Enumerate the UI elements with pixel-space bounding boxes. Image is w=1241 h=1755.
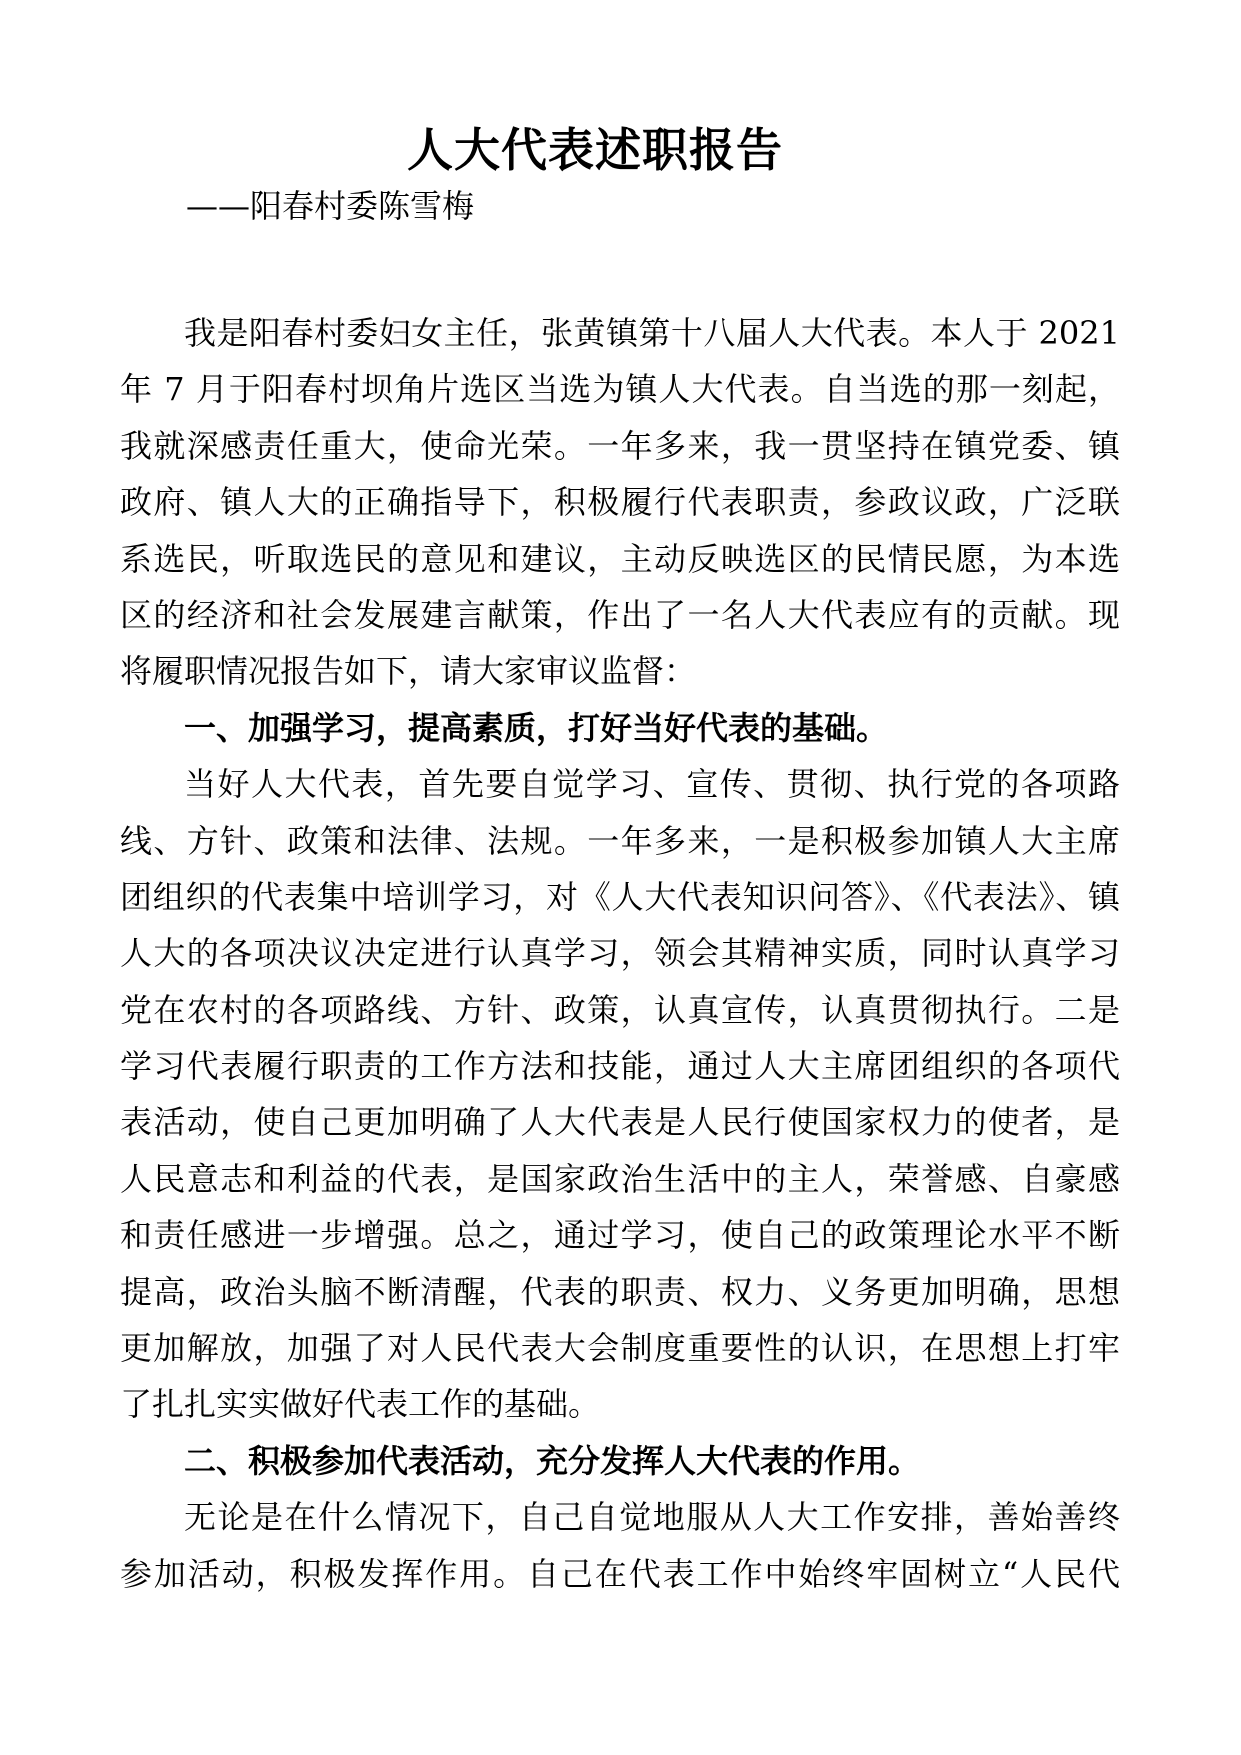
document-subtitle: ——阳春村委陈雪梅 bbox=[186, 187, 475, 225]
paragraph-line: 政府、镇人大的正确指导下，积极履行代表职责，参政议政，广泛联 bbox=[120, 483, 1120, 522]
paragraph-line: 团组织的代表集中培训学习，对《人大代表知识问答》、《代表法》、镇 bbox=[120, 877, 1120, 916]
paragraph-line: 人民意志和利益的代表，是国家政治生活中的主人，荣誉感、自豪感 bbox=[120, 1159, 1120, 1198]
paragraph-line: 了扎扎实实做好代表工作的基础。 bbox=[120, 1385, 601, 1424]
paragraph-line: 党在农村的各项路线、方针、政策，认真宣传，认真贯彻执行。二是 bbox=[120, 990, 1120, 1029]
document-title: 人大代表述职报告 bbox=[407, 123, 783, 177]
paragraph-line: 参加活动，积极发挥作用。自己在代表工作中始终牢固树立“人民代 bbox=[120, 1554, 1120, 1593]
paragraph-line: 学习代表履行职责的工作方法和技能，通过人大主席团组织的各项代 bbox=[120, 1047, 1120, 1086]
section-heading: 一、加强学习，提高素质，打好当好代表的基础。 bbox=[184, 708, 889, 747]
paragraph-line: 人大的各项决议决定进行认真学习，领会其精神实质，同时认真学习 bbox=[120, 934, 1120, 973]
paragraph-line: 无论是在什么情况下，自己自觉地服从人大工作安排，善始善终 bbox=[184, 1498, 1120, 1537]
paragraph-line: 年 7 月于阳春村坝角片选区当选为镇人大代表。自当选的那一刻起， bbox=[120, 370, 1120, 409]
paragraph-line: 当好人大代表，首先要自觉学习、宣传、贯彻、执行党的各项路 bbox=[184, 765, 1120, 804]
paragraph-line: 和责任感进一步增强。总之，通过学习，使自己的政策理论水平不断 bbox=[120, 1216, 1120, 1255]
paragraph-line: 我是阳春村委妇女主任，张黄镇第十八届人大代表。本人于 2021 bbox=[184, 314, 1120, 352]
paragraph-line: 将履职情况报告如下，请大家审议监督： bbox=[120, 652, 697, 691]
paragraph-line: 提高，政治头脑不断清醒，代表的职责、权力、义务更加明确，思想 bbox=[120, 1272, 1120, 1311]
section-heading: 二、积极参加代表活动，充分发挥人大代表的作用。 bbox=[184, 1441, 921, 1480]
paragraph-line: 我就深感责任重大，使命光荣。一年多来，我一贯坚持在镇党委、镇 bbox=[120, 426, 1120, 465]
document-body bbox=[120, 305, 1120, 1602]
paragraph-line: 线、方针、政策和法律、法规。一年多来，一是积极参加镇人大主席 bbox=[120, 821, 1120, 860]
paragraph-line: 系选民，听取选民的意见和建议，主动反映选区的民情民愿，为本选 bbox=[120, 539, 1120, 578]
paragraph-line: 区的经济和社会发展建言献策，作出了一名人大代表应有的贡献。现 bbox=[120, 595, 1120, 634]
paragraph-line: 表活动，使自己更加明确了人大代表是人民行使国家权力的使者，是 bbox=[120, 1103, 1120, 1142]
paragraph-line: 更加解放，加强了对人民代表大会制度重要性的认识，在思想上打牢 bbox=[120, 1329, 1120, 1368]
